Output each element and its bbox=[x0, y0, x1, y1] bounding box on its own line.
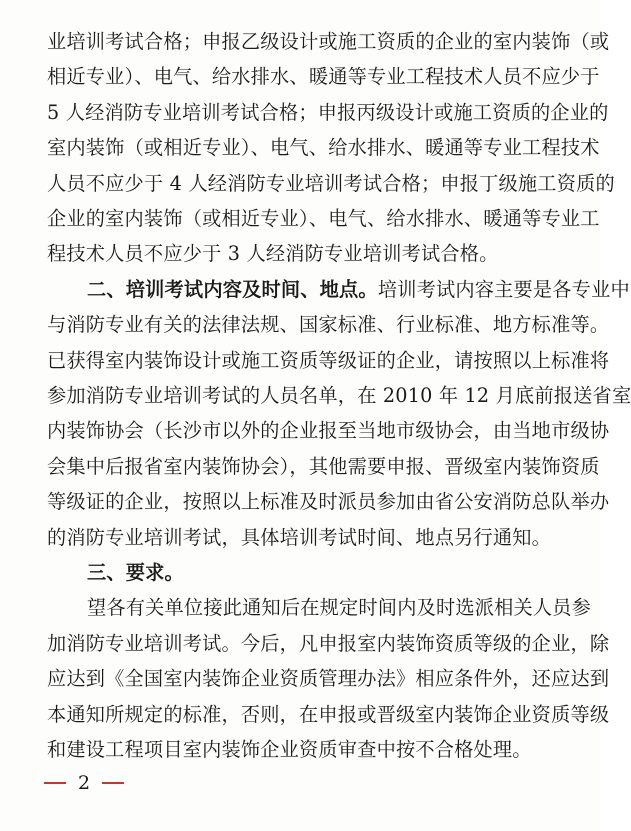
paragraph-line: 5 人经消防专业培训考试合格；申报丙级设计或施工资质的企业的 bbox=[47, 100, 609, 124]
paragraph-line: 等级证的企业，按照以上标准及时派员参加由省公安消防总队举办 bbox=[47, 490, 610, 514]
section-2-heading: 二、培训考试内容及时间、地点。 bbox=[87, 277, 378, 301]
page-number: 2 bbox=[78, 772, 91, 794]
footer-dash-right bbox=[102, 782, 124, 784]
paragraph-line: 企业的室内装饰（或相近专业）、电气、给水排水、暖通等专业工 bbox=[47, 207, 600, 230]
section-3-heading: 三、要求。 bbox=[87, 561, 184, 584]
paragraph-line: 室内装饰（或相近专业）、电气、给水排水、暖通等专业工程技术 bbox=[47, 136, 600, 160]
section-2-first-line bbox=[87, 277, 630, 303]
footer-dash-left bbox=[44, 782, 66, 784]
paragraph-line: 程技术人员不应少于 3 人经消防专业培训考试合格。 bbox=[47, 242, 499, 266]
paragraph-line: 和建设工程项目室内装饰企业资质审查中按不合格处理。 bbox=[47, 738, 532, 761]
paragraph-line: 相近专业）、电气、给水排水、暖通等专业工程技术人员不应少于 bbox=[47, 65, 600, 89]
paragraph-line: 本通知所规定的标准，否则，在申报或晋级室内装饰企业资质等级 bbox=[47, 702, 610, 726]
paragraph-line: 加消防专业培训考试。今后，凡申报室内装饰资质等级的企业，除 bbox=[47, 631, 610, 655]
paragraph-line: 业培训考试合格；申报乙级设计或施工资质的企业的室内装饰（或 bbox=[47, 30, 610, 53]
paragraph-line: 的消防专业培训考试，具体培训考试时间、地点另行通知。 bbox=[47, 525, 552, 549]
paragraph-line: 已获得室内装饰设计或施工资质等级证的企业，请按照以上标准将 bbox=[47, 348, 610, 372]
paragraph-line: 内装饰协会（长沙市以外的企业报至当地市级协会，由当地市级协 bbox=[47, 419, 610, 443]
paragraph-line: 应达到《全国室内装饰企业资质管理办法》相应条件外，还应达到 bbox=[47, 667, 610, 691]
page-footer bbox=[44, 770, 124, 796]
paragraph-line: 与消防专业有关的法律法规、国家标准、行业标准、地方标准等。 bbox=[47, 313, 610, 337]
paragraph-line: 人员不应少于 4 人经消防专业培训考试合格；申报丁级施工资质的 bbox=[47, 171, 615, 195]
paragraph-line: 参加消防专业培训考试的人员名单，在 2010 年 12 月底前报送省室 bbox=[47, 384, 631, 407]
paragraph-line: 望各有关单位接此通知后在规定时间内及时选派相关人员参 bbox=[87, 596, 592, 620]
paragraph-line: 会集中后报省室内装饰协会），其他需要申报、晋级室内装饰资质 bbox=[47, 454, 600, 478]
section-2-first-line-text: 培训考试内容主要是各专业中 bbox=[377, 277, 630, 301]
